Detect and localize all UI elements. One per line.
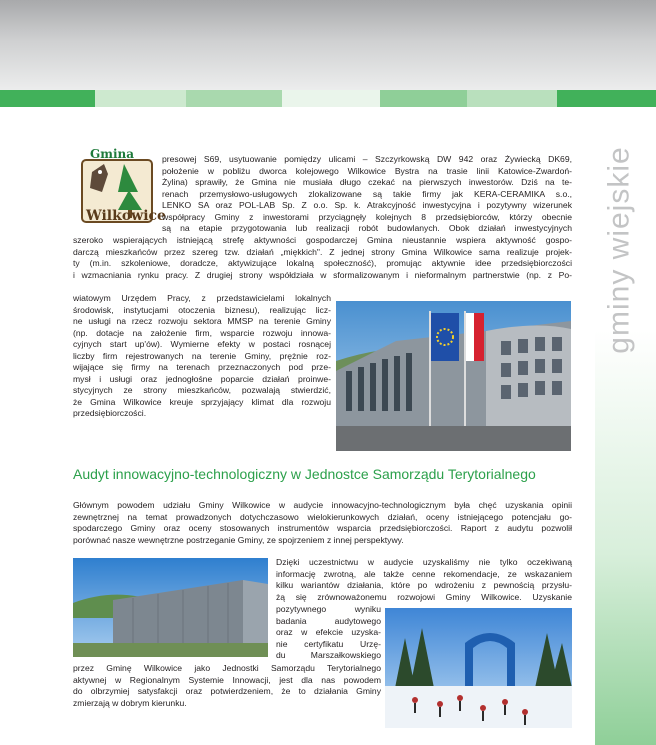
text-line: informację zwrotną, ale także cenne rekomendacje, ze wskazaniem [276,568,572,579]
paragraph-2 [73,235,572,281]
header-stripe-segment [95,90,186,107]
paragraph-6 [276,604,381,662]
header-stripe-segment [282,90,380,107]
text-line: położenie w pobliżu dworca kolejowego Wilkowice Bystra na trasie linii Katowice-Zwardoń- [162,165,572,176]
header-stripe-segment [186,90,282,107]
text-line: środowisk, instytucjami otoczenia biznesu), realizując licz- [73,304,331,315]
paragraph-5 [276,557,572,603]
header-stripe-segment [0,90,95,107]
text-line: renach przemysłowo-usługowych zlokalizowane są takie firmy jak KERA-CERAMIKA s.o., [162,188,572,199]
text-line: żą się zrównoważonemu rozwojowi Gminy Wilkowice. Uzyskanie [276,591,572,602]
office-building-photo [336,301,571,451]
text-line: ty (m.in. szkoleniowe, doradcze, aktywizujące lokalną społeczność), promując aktywnie idee przedsiębiorczości [73,258,572,269]
text-line: współpracy Gminy z inwestorami przyciągnęły kolejnych 8 przedsiębiorców, którzy obecnie [162,211,572,222]
paragraph-4 [73,500,572,546]
ski-race-photo [385,608,572,728]
text-line: (np. dotacje na założenie firm, wsparcie rozwoju innowa- [73,327,331,338]
text-line: Dzięki uczestnictwu w audycie uzyskaliśmy nie tylko oczekiwaną [276,557,572,567]
text-line: zewnętrznej na temat prowadzonych dotychczasowo wielokierunkowych działań, oceny istniejącego potencjału go- [73,511,572,522]
text-line: stycyjnych ze strony mieszkańców, pozwalają stwierdzić, [73,385,331,396]
text-line: aktywnej w Regionalnym Systemie Innowacji, jest dla nas powodem [73,674,381,685]
logo-bottom-text: Wilkowice [86,208,166,224]
text-line: Głównym powodem udziału Gminy Wilkowice w audycie innowacyjno-technologicznym była chęć uzyskania opinii [73,500,572,510]
text-line: cyjnych start up'ów). Wymierne efekty w postaci rosnącej [73,339,331,350]
side-section-title [590,125,650,375]
paragraph-3 [73,293,331,420]
text-line: pozytywnego wyniku [276,604,381,614]
logo-top-text: Gmina [90,147,135,161]
text-line: spodarczego Gminy oraz oceny stosowanych instrumentów wsparcia przedsiębiorczości. Raport z audytu pozwolił [73,523,572,534]
industrial-hall-photo [73,558,268,657]
text-line: mysł i usługi oraz jednogłośne poparcie działań proinwe- [73,373,331,384]
text-line: że Gmina Wilkowice kreuje sprzyjający klimat dla rozwoju [73,396,331,407]
text-line: oraz w efekcie uzyska- [276,627,381,638]
text-line: przez Gminę Wilkowice jako Jednostki Samorządu Terytorialnego [73,663,381,673]
text-line: LENKO SA oraz POL-LAB Sp. Z o.o. Sp. k. Atrakcyjność inwestycyjna i pozytywny wizerunek [162,200,572,211]
header-stripe-segment [467,90,557,107]
text-line: do olbrzymiej satysfakcji oraz potwierdzeniem, że to działania Gminy [73,686,381,697]
paragraph-7 [73,663,381,709]
side-section-title-text: gminy wiejskie [603,146,637,354]
section-heading: Audyt innowacyjno-technologiczny w Jednostce Samorządu Terytorialnego [73,466,536,482]
text-line: badania audytowego [276,615,381,626]
text-line: presowej S69, usytuowanie pomiędzy ulicami – Szczyrkowską DW 942 oraz Żywiecką DK69, [162,154,572,164]
header-stripe-segment [380,90,467,107]
text-line: kilku wariantów działania, które po wdrożeniu z pewnością przysłu- [276,580,572,591]
text-line: wiatowym Urzędem Pracy, z przedstawicielami lokalnych [73,293,331,303]
text-line: i wzmacniania rynku pracy. Z drugiej strony współdziała w sformalizowanym i nieformalnym partnerstwie (np. z Po- [73,269,572,280]
text-line: porównać nasze wewnętrzne postrzeganie Gminy, ze spojrzeniem z innej perspektywy. [73,534,404,545]
text-line: są na etapie przygotowania lub realizacji robót budowlanych. Obok działań inwestycyjnych [162,223,572,234]
text-line: ne usługi na rzecz rozwoju sektora MMSP na terenie Gminy [73,316,331,327]
text-line: szeroko wspierających istniejącą strefę aktywności gospodarczej Gmina nieustannie wspiera aktywność gospo- [73,235,572,245]
text-line: du Marszałkowskiego [276,650,381,661]
text-line: wijające się firmy na terenach przeznaczonych pod prze- [73,362,331,373]
text-line: Żylina) sprawiły, że Gmina nie musiała długo czekać na pierwszych inwestorów. Dziś na te- [162,177,572,188]
text-line: zmierzają w dobrym kierunku. [73,697,187,708]
paragraph-1 [162,154,572,235]
header-band [0,0,656,90]
text-line: darczą mieszkańców przez szereg tzw. działań „miękkich". Z jednej strony Gmina Wilkowice sama realizuje projek- [73,246,572,257]
header-stripe-segment [557,90,656,107]
text-line: liczby firm rejestrowanych na terenie Gminy, prężnie roz- [73,350,331,361]
text-line: nie certyfikatu Urzę- [276,638,381,649]
text-line: przedsiębiorczości. [73,408,147,419]
